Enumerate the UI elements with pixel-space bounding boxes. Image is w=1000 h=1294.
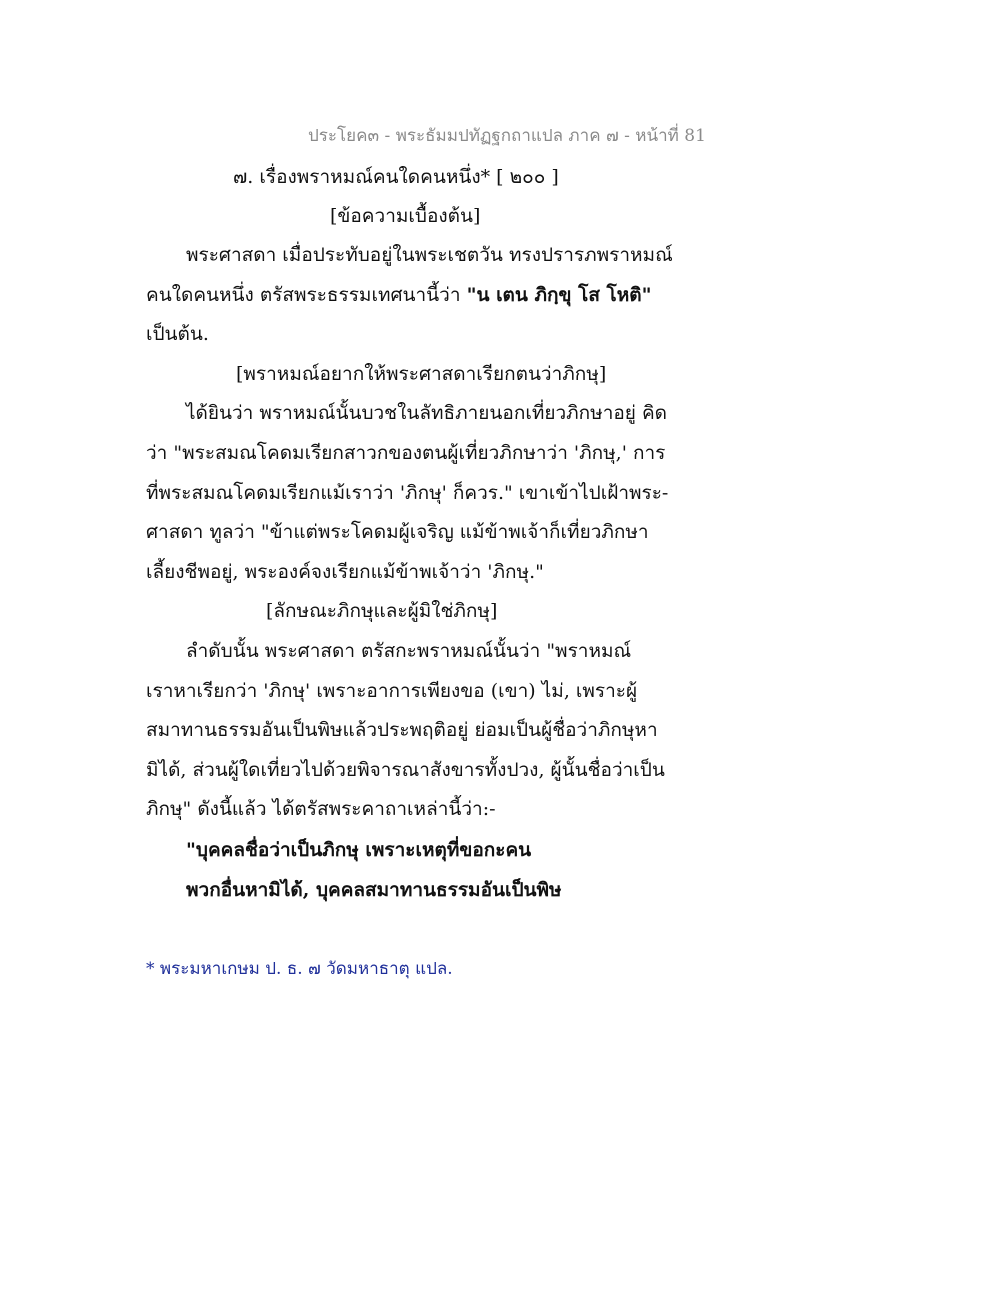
intro-line-1: พระศาสดา เมื่อประทับอยู่ในพระเชตวัน ทรงปรารภพราหมณ์ — [186, 244, 673, 266]
story-title: ๗. เรื่องพราหมณ์คนใดคนหนึ่ง* [ ๒๐๐ ] — [233, 166, 559, 188]
section-2-line-5: เลี้ยงชีพอยู่, พระองค์จงเรียกแม้ข้าพเจ้าว่า 'ภิกษุ." — [146, 561, 544, 583]
section-3-line-4: มิได้, ส่วนผู้ใดเที่ยวไปด้วยพิจารณาสังขารทั้งปวง, ผู้นั้นชื่อว่าเป็น — [146, 759, 665, 781]
pali-quote: "น เตน ภิกฺขุ โส โหติ" — [466, 284, 652, 306]
intro-heading: [ข้อความเบื้องต้น] — [330, 205, 481, 227]
verse-line-2: พวกอื่นหามิได้, บุคคลสมาทานธรรมอันเป็นพิษ — [186, 879, 562, 901]
section-3-heading: [ลักษณะภิกษุและผู้มิใช่ภิกษุ] — [266, 600, 498, 622]
section-2-line-2: ว่า "พระสมณโคดมเรียกสาวกของตนผู้เที่ยวภิกษาว่า 'ภิกษุ,' การ — [146, 442, 666, 464]
section-3-line-5: ภิกษุ" ดังนี้แล้ว ได้ตรัสพระคาถาเหล่านี้ว่า:- — [146, 798, 496, 820]
intro-line-2 — [146, 282, 652, 308]
running-head: ประโยค๓ - พระธัมมปทัฏฐกถาแปล ภาค ๗ - หน้าที่ 81 — [308, 126, 706, 146]
section-3-line-2: เราหาเรียกว่า 'ภิกษุ' เพราะอาการเพียงขอ (เขา) ไม่, เพราะผู้ — [146, 680, 638, 702]
section-3-line-1: ลำดับนั้น พระศาสดา ตรัสกะพราหมณ์นั้นว่า "พราหมณ์ — [186, 640, 632, 662]
intro-line-2-text: คนใดคนหนึ่ง ตรัสพระธรรมเทศนานี้ว่า — [146, 284, 467, 306]
section-2-line-4: ศาสดา ทูลว่า "ข้าแต่พระโคดมผู้เจริญ แม้ข้าพเจ้าก็เที่ยวภิกษา — [146, 521, 649, 543]
intro-line-3: เป็นต้น. — [146, 323, 209, 345]
section-2-line-3: ที่พระสมณโคดมเรียกแม้เราว่า 'ภิกษุ' ก็ควร." เขาเข้าไปเฝ้าพระ- — [146, 482, 669, 504]
section-2-heading: [พราหมณ์อยากให้พระศาสดาเรียกตนว่าภิกษุ] — [236, 363, 607, 385]
footnote: * พระมหาเกษม ป. ธ. ๗ วัดมหาธาตุ แปล. — [146, 959, 453, 979]
verse-line-1: "บุคคลชื่อว่าเป็นภิกษุ เพราะเหตุที่ขอกะคน — [186, 839, 532, 861]
section-2-line-1: ได้ยินว่า พราหมณ์นั้นบวชในลัทธิภายนอกเที่ยวภิกษาอยู่ คิด — [186, 402, 668, 424]
section-3-line-3: สมาทานธรรมอันเป็นพิษแล้วประพฤติอยู่ ย่อมเป็นผู้ชื่อว่าภิกษุหา — [146, 719, 658, 741]
